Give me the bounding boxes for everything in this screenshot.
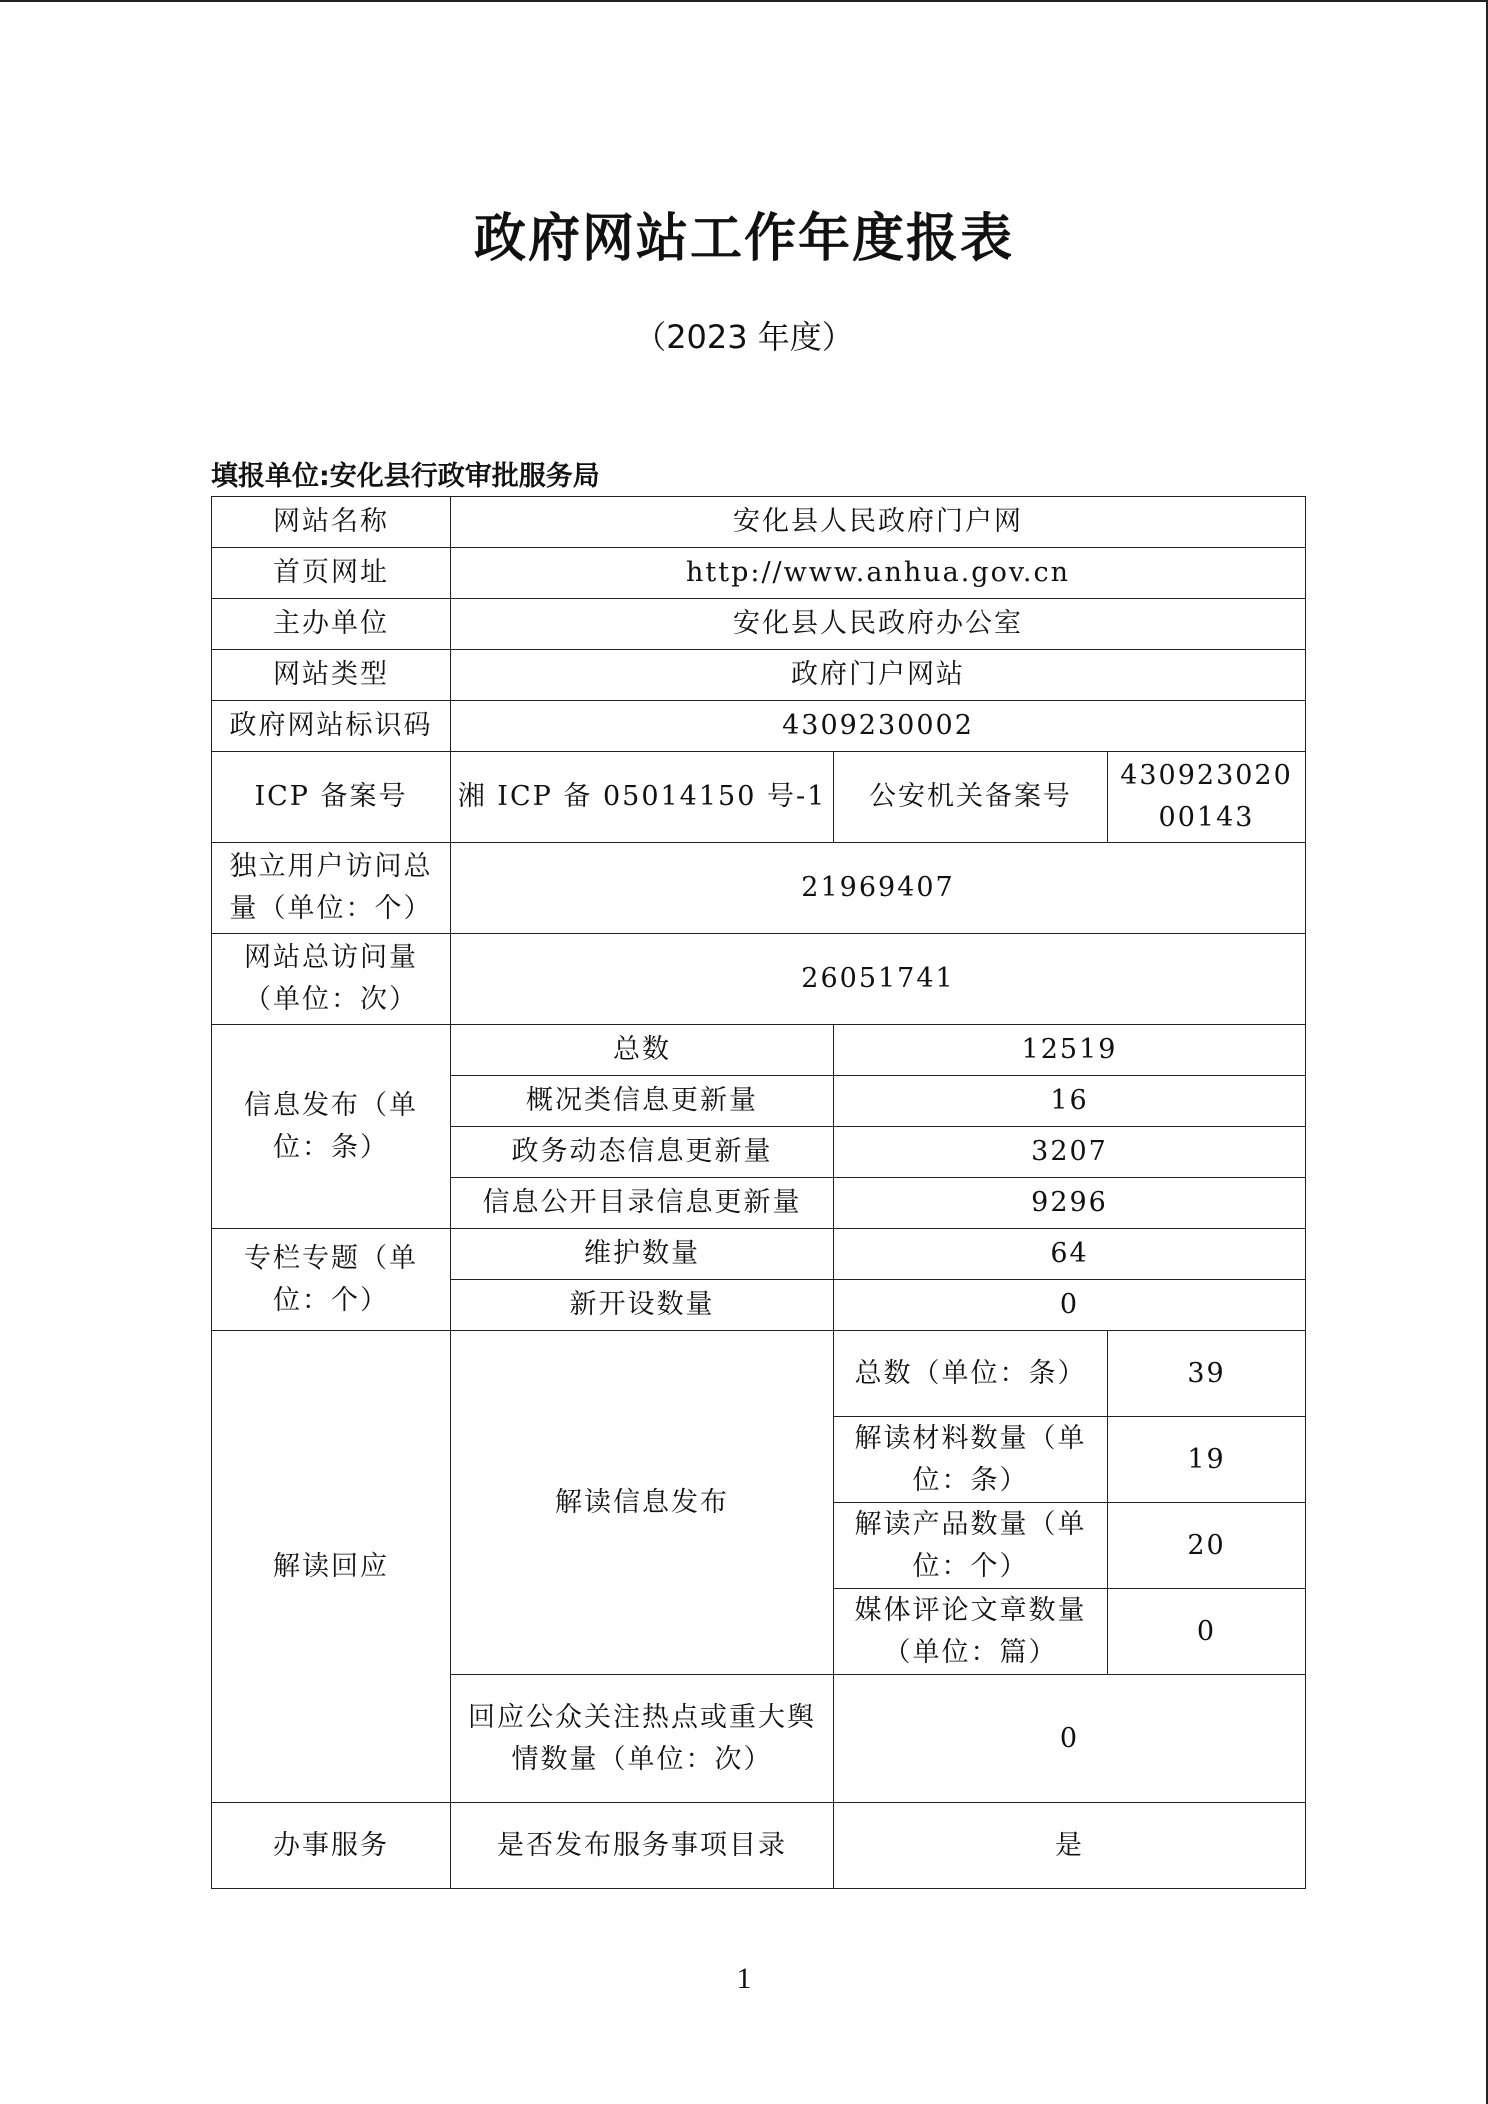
interpretation-item-value: 19 bbox=[1108, 1417, 1306, 1503]
info-pub-item-label: 信息公开目录信息更新量 bbox=[451, 1178, 834, 1229]
icp-label: ICP 备案号 bbox=[212, 752, 451, 843]
interpretation-item-label: 解读产品数量（单位：个） bbox=[834, 1503, 1108, 1589]
table-row bbox=[212, 497, 1306, 548]
interpretation-item-value: 39 bbox=[1108, 1331, 1306, 1417]
table-row bbox=[212, 701, 1306, 752]
site-type-label: 网站类型 bbox=[212, 650, 451, 701]
site-type-value: 政府门户网站 bbox=[451, 650, 1306, 701]
info-pub-label: 信息发布（单位：条） bbox=[212, 1025, 451, 1229]
info-pub-item-value: 9296 bbox=[834, 1178, 1306, 1229]
services-item-label: 是否发布服务事项目录 bbox=[451, 1803, 834, 1889]
columns-item-label: 维护数量 bbox=[451, 1229, 834, 1280]
interpretation-item-value: 0 bbox=[1108, 1589, 1306, 1675]
unique-visitors-label: 独立用户访问总量（单位：个） bbox=[212, 843, 451, 934]
table-row bbox=[212, 599, 1306, 650]
info-pub-item-label: 政务动态信息更新量 bbox=[451, 1127, 834, 1178]
police-record-label: 公安机关备案号 bbox=[834, 752, 1108, 843]
page-number: 1 bbox=[736, 1962, 752, 1995]
table-row bbox=[212, 1025, 1306, 1076]
table-row bbox=[212, 1229, 1306, 1280]
filing-unit: 填报单位:安化县行政审批服务局 bbox=[211, 461, 600, 492]
sponsor-label: 主办单位 bbox=[212, 599, 451, 650]
info-pub-item-value: 3207 bbox=[834, 1127, 1306, 1178]
columns-item-value: 64 bbox=[834, 1229, 1306, 1280]
police-record-value: 43092302000143 bbox=[1108, 752, 1306, 843]
columns-label: 专栏专题（单位：个） bbox=[212, 1229, 451, 1331]
site-code-value: 4309230002 bbox=[451, 701, 1306, 752]
table-row bbox=[212, 1331, 1306, 1417]
report-table bbox=[211, 496, 1306, 1889]
total-visits-value: 26051741 bbox=[451, 934, 1306, 1025]
site-code-label: 政府网站标识码 bbox=[212, 701, 451, 752]
response-value: 0 bbox=[834, 1675, 1306, 1803]
homepage-value: http://www.anhua.gov.cn bbox=[451, 548, 1306, 599]
homepage-label: 首页网址 bbox=[212, 548, 451, 599]
interpretation-sub-label: 解读信息发布 bbox=[451, 1331, 834, 1675]
interpretation-label: 解读回应 bbox=[212, 1331, 451, 1803]
interpretation-item-value: 20 bbox=[1108, 1503, 1306, 1589]
table-row bbox=[212, 752, 1306, 843]
site-name-label: 网站名称 bbox=[212, 497, 451, 548]
info-pub-item-label: 总数 bbox=[451, 1025, 834, 1076]
icp-value: 湘 ICP 备 05014150 号-1 bbox=[451, 752, 834, 843]
site-name-value: 安化县人民政府门户网 bbox=[451, 497, 1306, 548]
table-row bbox=[212, 934, 1306, 1025]
sponsor-value: 安化县人民政府办公室 bbox=[451, 599, 1306, 650]
services-label: 办事服务 bbox=[212, 1803, 451, 1889]
page-title: 政府网站工作年度报表 bbox=[473, 209, 1014, 269]
page-edge-top bbox=[0, 0, 1488, 2]
table-row bbox=[212, 843, 1306, 934]
page-subtitle: （2023 年度） bbox=[634, 318, 854, 356]
info-pub-item-value: 12519 bbox=[834, 1025, 1306, 1076]
table-row bbox=[212, 650, 1306, 701]
info-pub-item-value: 16 bbox=[834, 1076, 1306, 1127]
services-item-value: 是 bbox=[834, 1803, 1306, 1889]
interpretation-item-label: 媒体评论文章数量（单位：篇） bbox=[834, 1589, 1108, 1675]
info-pub-item-label: 概况类信息更新量 bbox=[451, 1076, 834, 1127]
table-row bbox=[212, 548, 1306, 599]
interpretation-item-label: 总数（单位：条） bbox=[834, 1331, 1108, 1417]
interpretation-item-label: 解读材料数量（单位：条） bbox=[834, 1417, 1108, 1503]
response-label: 回应公众关注热点或重大舆情数量（单位：次） bbox=[451, 1675, 834, 1803]
columns-item-label: 新开设数量 bbox=[451, 1280, 834, 1331]
table-row bbox=[212, 1803, 1306, 1889]
unique-visitors-value: 21969407 bbox=[451, 843, 1306, 934]
total-visits-label: 网站总访问量（单位：次） bbox=[212, 934, 451, 1025]
columns-item-value: 0 bbox=[834, 1280, 1306, 1331]
